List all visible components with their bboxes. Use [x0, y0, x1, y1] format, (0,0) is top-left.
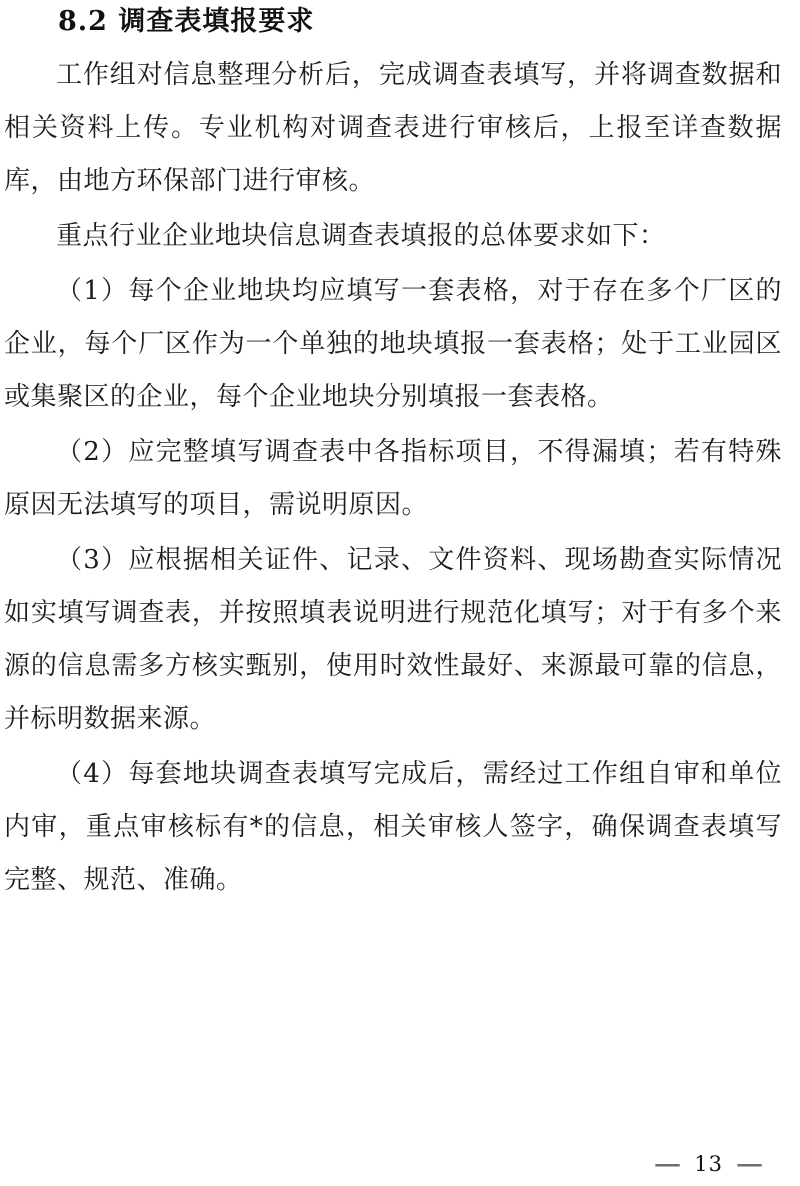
page-number: 13 [694, 1152, 723, 1176]
body-text [4, 49, 782, 907]
footer-right-dash: — [735, 1151, 764, 1176]
page-footer [654, 1151, 764, 1176]
paragraph-3: （1）每个企业地块均应填写一套表格，对于存在多个厂区的企业，每个厂区作为一个单独的地块填报一套表格；处于工业园区或集聚区的企业，每个企业地块分别填报一套表格。 [4, 276, 782, 412]
paragraph-4: （2）应完整填写调查表中各指标项目，不得漏填；若有特殊原因无法填写的项目，需说明原因。 [4, 437, 782, 520]
paragraph-2: 重点行业企业地块信息调查表填报的总体要求如下： [56, 221, 666, 251]
paragraph-5: （3）应根据相关证件、记录、文件资料、现场勘查实际情况如实填写调查表，并按照填表说明进行规范化填写；对于有多个来源的信息需多方核实甄别，使用时效性最好、来源最可靠的信息，并标明数据来源。 [4, 545, 782, 734]
footer-left-dash: — [654, 1151, 682, 1176]
paragraph-1: 工作组对信息整理分析后，完成调查表填写，并将调查数据和相关资料上传。专业机构对调查表进行审核后，上报至详查数据库，由地方环保部门进行审核。 [4, 60, 782, 196]
paragraph-6: （4）每套地块调查表填写完成后，需经过工作组自审和单位内审，重点审核标有*的信息，相关审核人签字，确保调查表填写完整、规范、准确。 [4, 759, 782, 895]
section-heading: 8.2 调查表填报要求 [58, 6, 315, 37]
